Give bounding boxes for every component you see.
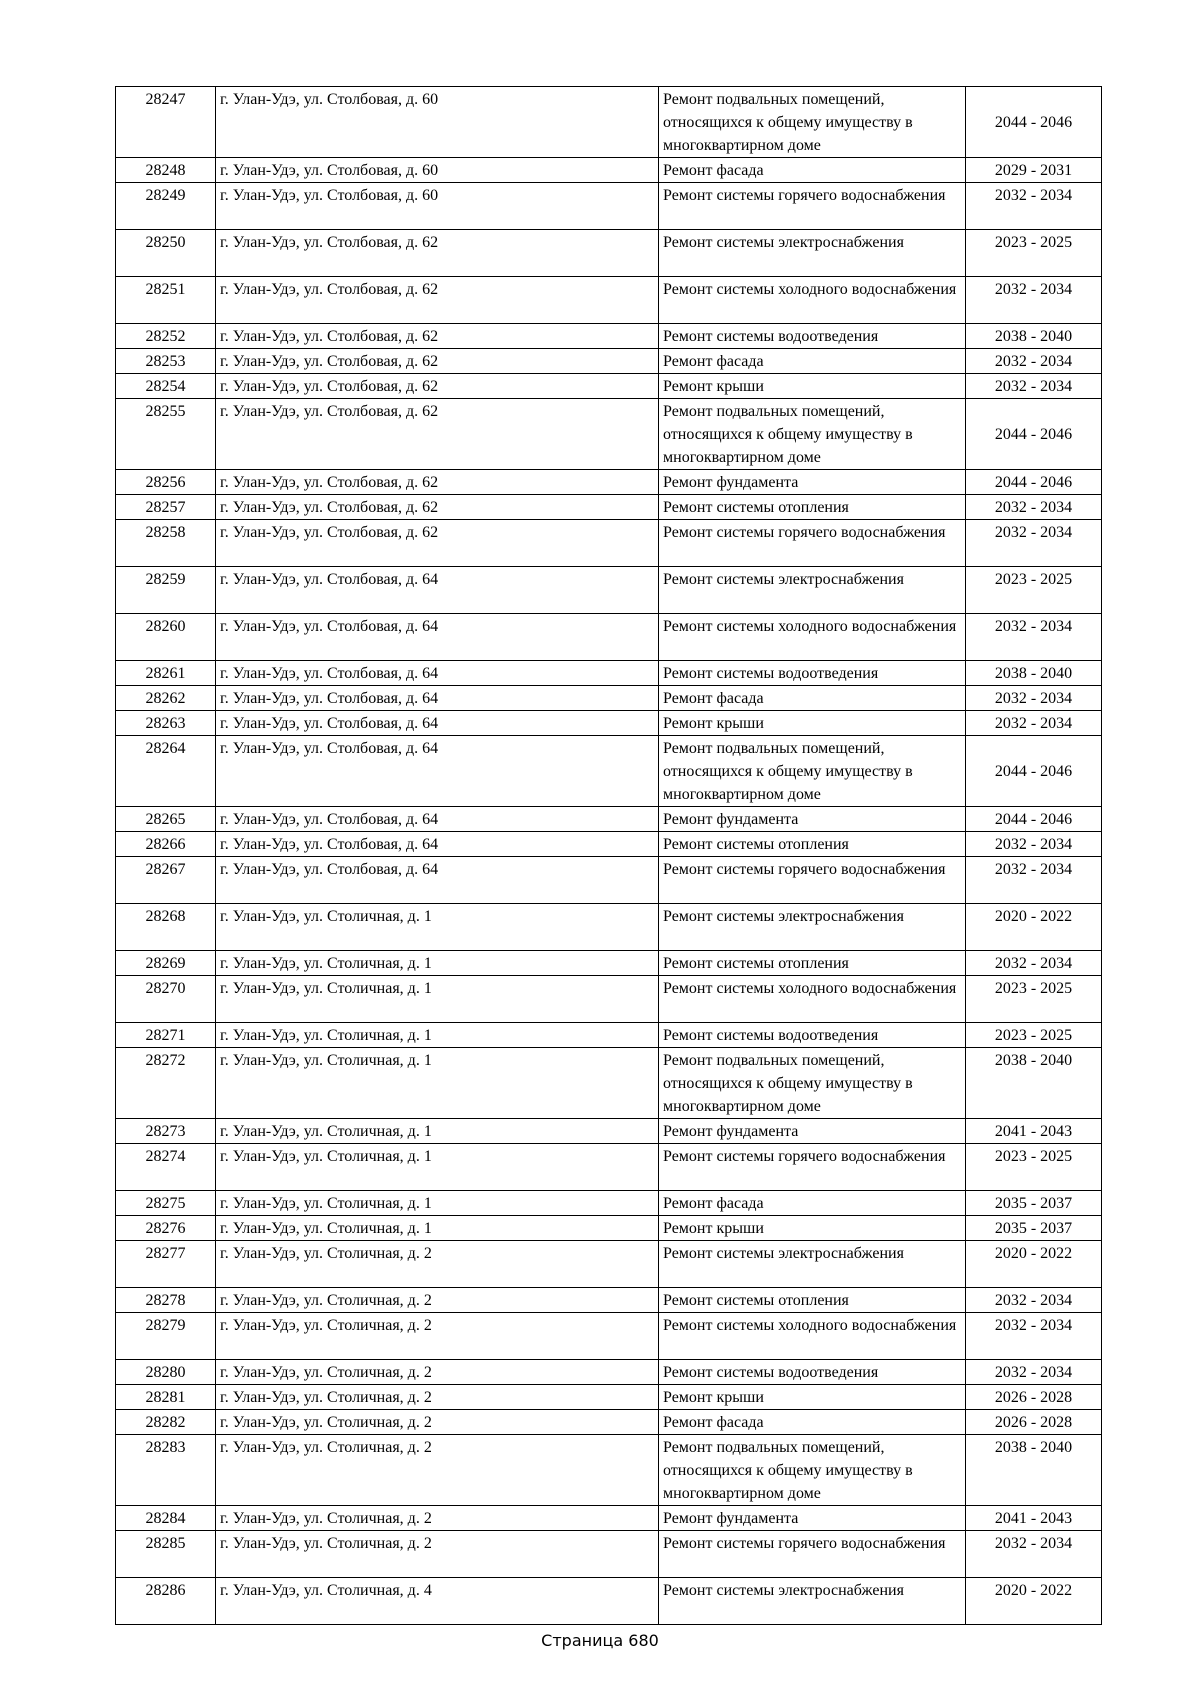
period-cell: 2041 - 2043 [966, 1119, 1102, 1144]
record-id: 28253 [116, 349, 216, 374]
address-cell: г. Улан-Удэ, ул. Столичная, д. 2 [216, 1313, 659, 1360]
period-cell: 2023 - 2025 [966, 1023, 1102, 1048]
table-row [116, 1119, 1102, 1144]
address-cell: г. Улан-Удэ, ул. Столбовая, д. 60 [216, 87, 659, 158]
work-type-cell: Ремонт системы горячего водоснабжения [659, 857, 966, 904]
period-cell: 2032 - 2034 [966, 374, 1102, 399]
table-row [116, 399, 1102, 470]
work-type-cell: Ремонт системы отопления [659, 495, 966, 520]
work-type-cell: Ремонт подвальных помещений, относящихся к общему имуществу в многоквартирном доме [659, 399, 966, 470]
address-cell: г. Улан-Удэ, ул. Столичная, д. 2 [216, 1360, 659, 1385]
period-cell: 2026 - 2028 [966, 1410, 1102, 1435]
work-type-cell: Ремонт подвальных помещений, относящихся к общему имуществу в многоквартирном доме [659, 1048, 966, 1119]
table-row [116, 520, 1102, 567]
period-cell: 2038 - 2040 [966, 1048, 1102, 1119]
record-id: 28280 [116, 1360, 216, 1385]
work-type-cell: Ремонт системы водоотведения [659, 661, 966, 686]
work-type-cell: Ремонт системы горячего водоснабжения [659, 520, 966, 567]
record-id: 28262 [116, 686, 216, 711]
period-cell: 2032 - 2034 [966, 686, 1102, 711]
record-id: 28250 [116, 230, 216, 277]
period-cell: 2038 - 2040 [966, 324, 1102, 349]
period-cell: 2032 - 2034 [966, 183, 1102, 230]
table-row [116, 976, 1102, 1023]
work-type-cell: Ремонт системы горячего водоснабжения [659, 1144, 966, 1191]
period-cell: 2032 - 2034 [966, 857, 1102, 904]
address-cell: г. Улан-Удэ, ул. Столбовая, д. 62 [216, 399, 659, 470]
work-type-cell: Ремонт системы холодного водоснабжения [659, 614, 966, 661]
work-type-cell: Ремонт крыши [659, 711, 966, 736]
period-cell: 2020 - 2022 [966, 1578, 1102, 1625]
period-cell: 2044 - 2046 [966, 807, 1102, 832]
record-id: 28248 [116, 158, 216, 183]
record-id: 28286 [116, 1578, 216, 1625]
period-cell: 2044 - 2046 [966, 470, 1102, 495]
period-cell: 2023 - 2025 [966, 976, 1102, 1023]
table-row [116, 686, 1102, 711]
address-cell: г. Улан-Удэ, ул. Столбовая, д. 60 [216, 158, 659, 183]
record-id: 28261 [116, 661, 216, 686]
work-type-cell: Ремонт системы водоотведения [659, 324, 966, 349]
address-cell: г. Улан-Удэ, ул. Столичная, д. 2 [216, 1531, 659, 1578]
address-cell: г. Улан-Удэ, ул. Столичная, д. 2 [216, 1241, 659, 1288]
period-cell: 2041 - 2043 [966, 1506, 1102, 1531]
period-cell: 2020 - 2022 [966, 904, 1102, 951]
period-cell: 2032 - 2034 [966, 1288, 1102, 1313]
table-row [116, 904, 1102, 951]
period-cell: 2035 - 2037 [966, 1191, 1102, 1216]
table-row [116, 277, 1102, 324]
record-id: 28268 [116, 904, 216, 951]
table-row [116, 711, 1102, 736]
record-id: 28275 [116, 1191, 216, 1216]
work-type-cell: Ремонт системы электроснабжения [659, 1578, 966, 1625]
table-row [116, 1216, 1102, 1241]
address-cell: г. Улан-Удэ, ул. Столбовая, д. 62 [216, 230, 659, 277]
repair-schedule-table [115, 86, 1102, 1625]
record-id: 28265 [116, 807, 216, 832]
record-id: 28285 [116, 1531, 216, 1578]
address-cell: г. Улан-Удэ, ул. Столбовая, д. 62 [216, 349, 659, 374]
address-cell: г. Улан-Удэ, ул. Столбовая, д. 64 [216, 711, 659, 736]
period-cell: 2026 - 2028 [966, 1385, 1102, 1410]
address-cell: г. Улан-Удэ, ул. Столичная, д. 2 [216, 1410, 659, 1435]
work-type-cell: Ремонт системы электроснабжения [659, 904, 966, 951]
period-cell: 2032 - 2034 [966, 349, 1102, 374]
table-row [116, 1506, 1102, 1531]
work-type-cell: Ремонт крыши [659, 1216, 966, 1241]
record-id: 28271 [116, 1023, 216, 1048]
work-type-cell: Ремонт системы отопления [659, 832, 966, 857]
period-cell: 2032 - 2034 [966, 1531, 1102, 1578]
period-cell: 2044 - 2046 [966, 399, 1102, 470]
table-row [116, 1241, 1102, 1288]
address-cell: г. Улан-Удэ, ул. Столбовая, д. 62 [216, 277, 659, 324]
work-type-cell: Ремонт системы электроснабжения [659, 567, 966, 614]
table-row [116, 1578, 1102, 1625]
table-row [116, 736, 1102, 807]
record-id: 28277 [116, 1241, 216, 1288]
work-type-cell: Ремонт системы водоотведения [659, 1023, 966, 1048]
period-cell: 2038 - 2040 [966, 661, 1102, 686]
work-type-cell: Ремонт фасада [659, 1191, 966, 1216]
address-cell: г. Улан-Удэ, ул. Столбовая, д. 64 [216, 857, 659, 904]
table-row [116, 324, 1102, 349]
period-cell: 2044 - 2046 [966, 87, 1102, 158]
work-type-cell: Ремонт подвальных помещений, относящихся к общему имуществу в многоквартирном доме [659, 87, 966, 158]
record-id: 28258 [116, 520, 216, 567]
address-cell: г. Улан-Удэ, ул. Столичная, д. 1 [216, 976, 659, 1023]
work-type-cell: Ремонт системы электроснабжения [659, 230, 966, 277]
work-type-cell: Ремонт системы горячего водоснабжения [659, 1531, 966, 1578]
work-type-cell: Ремонт фундамента [659, 470, 966, 495]
table-row [116, 1023, 1102, 1048]
record-id: 28282 [116, 1410, 216, 1435]
period-cell: 2032 - 2034 [966, 832, 1102, 857]
period-cell: 2023 - 2025 [966, 230, 1102, 277]
table-row [116, 857, 1102, 904]
table-row [116, 1144, 1102, 1191]
address-cell: г. Улан-Удэ, ул. Столбовая, д. 64 [216, 807, 659, 832]
record-id: 28273 [116, 1119, 216, 1144]
table-row [116, 832, 1102, 857]
period-cell: 2032 - 2034 [966, 520, 1102, 567]
page-number: Страница 680 [541, 1631, 659, 1650]
address-cell: г. Улан-Удэ, ул. Столичная, д. 1 [216, 1048, 659, 1119]
record-id: 28260 [116, 614, 216, 661]
work-type-cell: Ремонт системы холодного водоснабжения [659, 277, 966, 324]
record-id: 28284 [116, 1506, 216, 1531]
table-row [116, 1531, 1102, 1578]
work-type-cell: Ремонт системы электроснабжения [659, 1241, 966, 1288]
address-cell: г. Улан-Удэ, ул. Столбовая, д. 64 [216, 614, 659, 661]
address-cell: г. Улан-Удэ, ул. Столбовая, д. 62 [216, 470, 659, 495]
period-cell: 2032 - 2034 [966, 277, 1102, 324]
record-id: 28279 [116, 1313, 216, 1360]
address-cell: г. Улан-Удэ, ул. Столичная, д. 1 [216, 951, 659, 976]
table-row [116, 1288, 1102, 1313]
work-type-cell: Ремонт фасада [659, 158, 966, 183]
table-row [116, 807, 1102, 832]
address-cell: г. Улан-Удэ, ул. Столбовая, д. 64 [216, 686, 659, 711]
work-type-cell: Ремонт системы отопления [659, 1288, 966, 1313]
table-row [116, 158, 1102, 183]
work-type-cell: Ремонт системы холодного водоснабжения [659, 1313, 966, 1360]
period-cell: 2023 - 2025 [966, 1144, 1102, 1191]
record-id: 28252 [116, 324, 216, 349]
table-row [116, 183, 1102, 230]
work-type-cell: Ремонт крыши [659, 1385, 966, 1410]
record-id: 28272 [116, 1048, 216, 1119]
record-id: 28263 [116, 711, 216, 736]
period-cell: 2029 - 2031 [966, 158, 1102, 183]
work-type-cell: Ремонт крыши [659, 374, 966, 399]
address-cell: г. Улан-Удэ, ул. Столбовая, д. 64 [216, 567, 659, 614]
address-cell: г. Улан-Удэ, ул. Столичная, д. 1 [216, 904, 659, 951]
address-cell: г. Улан-Удэ, ул. Столичная, д. 2 [216, 1506, 659, 1531]
table-row [116, 87, 1102, 158]
work-type-cell: Ремонт системы отопления [659, 951, 966, 976]
address-cell: г. Улан-Удэ, ул. Столичная, д. 4 [216, 1578, 659, 1625]
table-row [116, 374, 1102, 399]
record-id: 28264 [116, 736, 216, 807]
table-row [116, 349, 1102, 374]
table-row [116, 1313, 1102, 1360]
table-row [116, 470, 1102, 495]
period-cell: 2032 - 2034 [966, 951, 1102, 976]
record-id: 28251 [116, 277, 216, 324]
table-row [116, 495, 1102, 520]
table-row [116, 951, 1102, 976]
work-type-cell: Ремонт фасада [659, 1410, 966, 1435]
table-row [116, 567, 1102, 614]
record-id: 28256 [116, 470, 216, 495]
record-id: 28255 [116, 399, 216, 470]
table-row [116, 1191, 1102, 1216]
period-cell: 2038 - 2040 [966, 1435, 1102, 1506]
record-id: 28257 [116, 495, 216, 520]
address-cell: г. Улан-Удэ, ул. Столичная, д. 2 [216, 1288, 659, 1313]
record-id: 28259 [116, 567, 216, 614]
work-type-cell: Ремонт фундамента [659, 1506, 966, 1531]
work-type-cell: Ремонт системы водоотведения [659, 1360, 966, 1385]
work-type-cell: Ремонт фундамента [659, 1119, 966, 1144]
record-id: 28266 [116, 832, 216, 857]
period-cell: 2044 - 2046 [966, 736, 1102, 807]
period-cell: 2035 - 2037 [966, 1216, 1102, 1241]
address-cell: г. Улан-Удэ, ул. Столичная, д. 1 [216, 1023, 659, 1048]
work-type-cell: Ремонт системы горячего водоснабжения [659, 183, 966, 230]
table-row [116, 1435, 1102, 1506]
period-cell: 2032 - 2034 [966, 711, 1102, 736]
table-row [116, 1410, 1102, 1435]
table-row [116, 1360, 1102, 1385]
table-row [116, 230, 1102, 277]
record-id: 28247 [116, 87, 216, 158]
record-id: 28283 [116, 1435, 216, 1506]
record-id: 28267 [116, 857, 216, 904]
address-cell: г. Улан-Удэ, ул. Столичная, д. 2 [216, 1435, 659, 1506]
work-type-cell: Ремонт подвальных помещений, относящихся к общему имуществу в многоквартирном доме [659, 736, 966, 807]
period-cell: 2023 - 2025 [966, 567, 1102, 614]
address-cell: г. Улан-Удэ, ул. Столичная, д. 1 [216, 1144, 659, 1191]
address-cell: г. Улан-Удэ, ул. Столбовая, д. 60 [216, 183, 659, 230]
address-cell: г. Улан-Удэ, ул. Столбовая, д. 64 [216, 661, 659, 686]
record-id: 28274 [116, 1144, 216, 1191]
record-id: 28249 [116, 183, 216, 230]
address-cell: г. Улан-Удэ, ул. Столбовая, д. 62 [216, 520, 659, 567]
record-id: 28269 [116, 951, 216, 976]
address-cell: г. Улан-Удэ, ул. Столбовая, д. 62 [216, 495, 659, 520]
period-cell: 2020 - 2022 [966, 1241, 1102, 1288]
work-type-cell: Ремонт фундамента [659, 807, 966, 832]
table-row [116, 661, 1102, 686]
work-type-cell: Ремонт фасада [659, 686, 966, 711]
record-id: 28281 [116, 1385, 216, 1410]
record-id: 28254 [116, 374, 216, 399]
address-cell: г. Улан-Удэ, ул. Столбовая, д. 64 [216, 832, 659, 857]
table-row [116, 1385, 1102, 1410]
period-cell: 2032 - 2034 [966, 1360, 1102, 1385]
address-cell: г. Улан-Удэ, ул. Столичная, д. 1 [216, 1216, 659, 1241]
record-id: 28270 [116, 976, 216, 1023]
period-cell: 2032 - 2034 [966, 495, 1102, 520]
address-cell: г. Улан-Удэ, ул. Столбовая, д. 64 [216, 736, 659, 807]
period-cell: 2032 - 2034 [966, 1313, 1102, 1360]
table-row [116, 1048, 1102, 1119]
table-body [116, 87, 1102, 1625]
address-cell: г. Улан-Удэ, ул. Столбовая, д. 62 [216, 374, 659, 399]
address-cell: г. Улан-Удэ, ул. Столбовая, д. 62 [216, 324, 659, 349]
record-id: 28278 [116, 1288, 216, 1313]
record-id: 28276 [116, 1216, 216, 1241]
work-type-cell: Ремонт фасада [659, 349, 966, 374]
address-cell: г. Улан-Удэ, ул. Столичная, д. 1 [216, 1191, 659, 1216]
period-cell: 2032 - 2034 [966, 614, 1102, 661]
address-cell: г. Улан-Удэ, ул. Столичная, д. 1 [216, 1119, 659, 1144]
table-row [116, 614, 1102, 661]
work-type-cell: Ремонт подвальных помещений, относящихся к общему имуществу в многоквартирном доме [659, 1435, 966, 1506]
work-type-cell: Ремонт системы холодного водоснабжения [659, 976, 966, 1023]
address-cell: г. Улан-Удэ, ул. Столичная, д. 2 [216, 1385, 659, 1410]
